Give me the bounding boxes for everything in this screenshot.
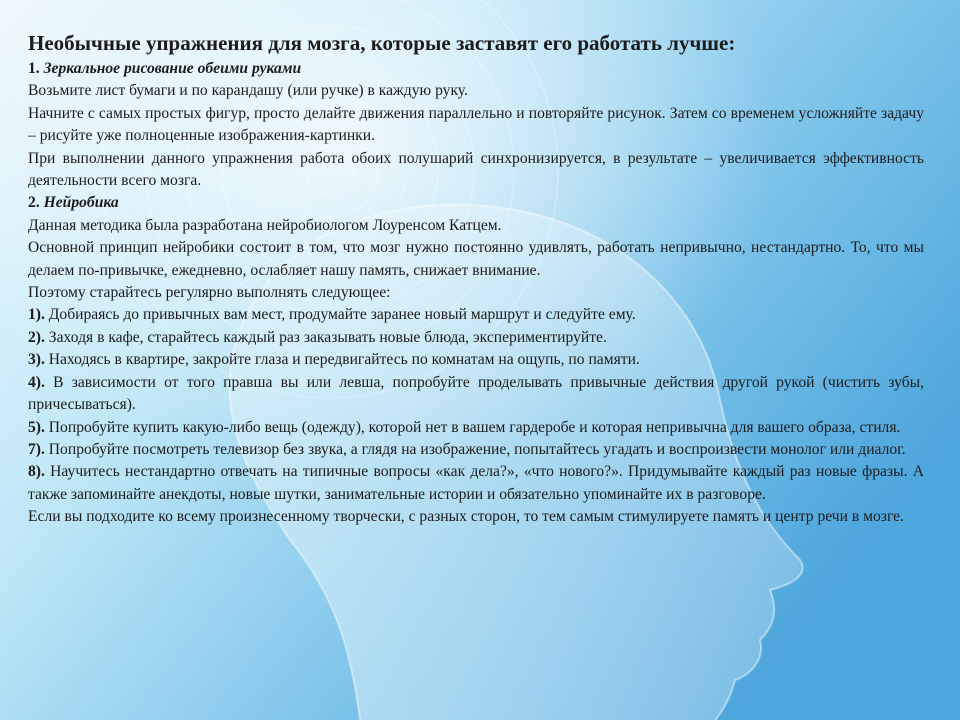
section-2-paragraph: Основной принцип нейробики состоит в том, что мозг нужно постоянно удивлять, работать непривычно, нестандартно. То, что мы делаем по-привычке, ежедневно, ослабляет нашу память, снижает внимание. xyxy=(28,239,924,279)
exercise-item xyxy=(28,372,924,417)
exercise-text: Попробуйте купить какую-либо вещь (одежду), которой нет в вашем гардеробе и которая непривычна для вашего образа, стиля. xyxy=(44,418,901,436)
exercise-number: 2). xyxy=(28,328,45,346)
exercise-text: Научитесь нестандартно отвечать на типичные вопросы «как дела?», «что нового?». Придумывайте каждый раз новые фразы. А также запоминайте анекдоты, новые шутки, занимательные истории и обязательно упоминайте их в разговоре. xyxy=(28,463,924,503)
section-2-heading xyxy=(28,192,924,214)
section-2-number: 2. xyxy=(28,194,40,212)
section-1-paragraph: Возьмите лист бумаги и по карандашу (или ручке) в каждую руку. xyxy=(28,82,468,100)
section-1-paragraph: Начните с самых простых фигур, просто делайте движения параллельно и повторяйте рисунок. Затем со временем усложняйте задачу – рисуйте уже полноценные изображения-картинки. xyxy=(28,104,924,145)
section-2-title: Нейробика xyxy=(43,194,119,212)
closing-paragraph: Если вы подходите ко всему произнесенному творчески, с разных сторон, то тем самым стимулируете память и центр речи в мозге. xyxy=(28,508,904,526)
exercise-item xyxy=(28,439,924,461)
exercise-number: 5). xyxy=(28,418,45,436)
exercise-text: Находясь в квартире, закройте глаза и передвигайтесь по комнатам на ощупь, по памяти. xyxy=(44,351,640,369)
slide-body xyxy=(28,30,924,529)
exercise-number: 3). xyxy=(28,351,45,369)
exercise-item xyxy=(28,304,924,326)
section-1-number: 1. xyxy=(28,60,40,77)
section-1-heading xyxy=(28,58,924,80)
exercise-number: 7). xyxy=(28,440,45,458)
exercise-number: 1). xyxy=(28,306,45,324)
exercise-text: Попробуйте посмотреть телевизор без звука, а глядя на изображение, попытайтесь угадать и воспроизвести монолог или диалог. xyxy=(44,440,906,458)
section-2-paragraph: Данная методика была разработана нейробиологом Лоуренсом Катцем. xyxy=(28,216,502,234)
exercise-item xyxy=(28,461,924,506)
exercise-item xyxy=(28,417,924,439)
section-1-paragraph: При выполнении данного упражнения работа обоих полушарий синхронизируется, в результате – увеличивается эффективность деятельности всего мозга. xyxy=(28,149,924,190)
exercise-item xyxy=(28,327,924,349)
exercise-number: 4). xyxy=(28,373,45,391)
section-1-title: Зеркальное рисование обеими руками xyxy=(43,60,302,77)
exercise-number: 8). xyxy=(28,463,45,481)
exercise-item xyxy=(28,349,924,371)
exercise-text: Добираясь до привычных вам мест, продумайте заранее новый маршрут и следуйте ему. xyxy=(44,306,636,324)
exercise-text: Заходя в кафе, старайтесь каждый раз заказывать новые блюда, экспериментируйте. xyxy=(44,328,607,346)
exercise-text: В зависимости от того правша вы или левша, попробуйте проделывать привычные действия другой рукой (чистить зубы, причесываться). xyxy=(28,373,924,414)
slide-title: Необычные упражнения для мозга, которые заставят его работать лучше: xyxy=(28,31,736,55)
section-2-paragraph: Поэтому старайтесь регулярно выполнять следующее: xyxy=(28,284,391,302)
